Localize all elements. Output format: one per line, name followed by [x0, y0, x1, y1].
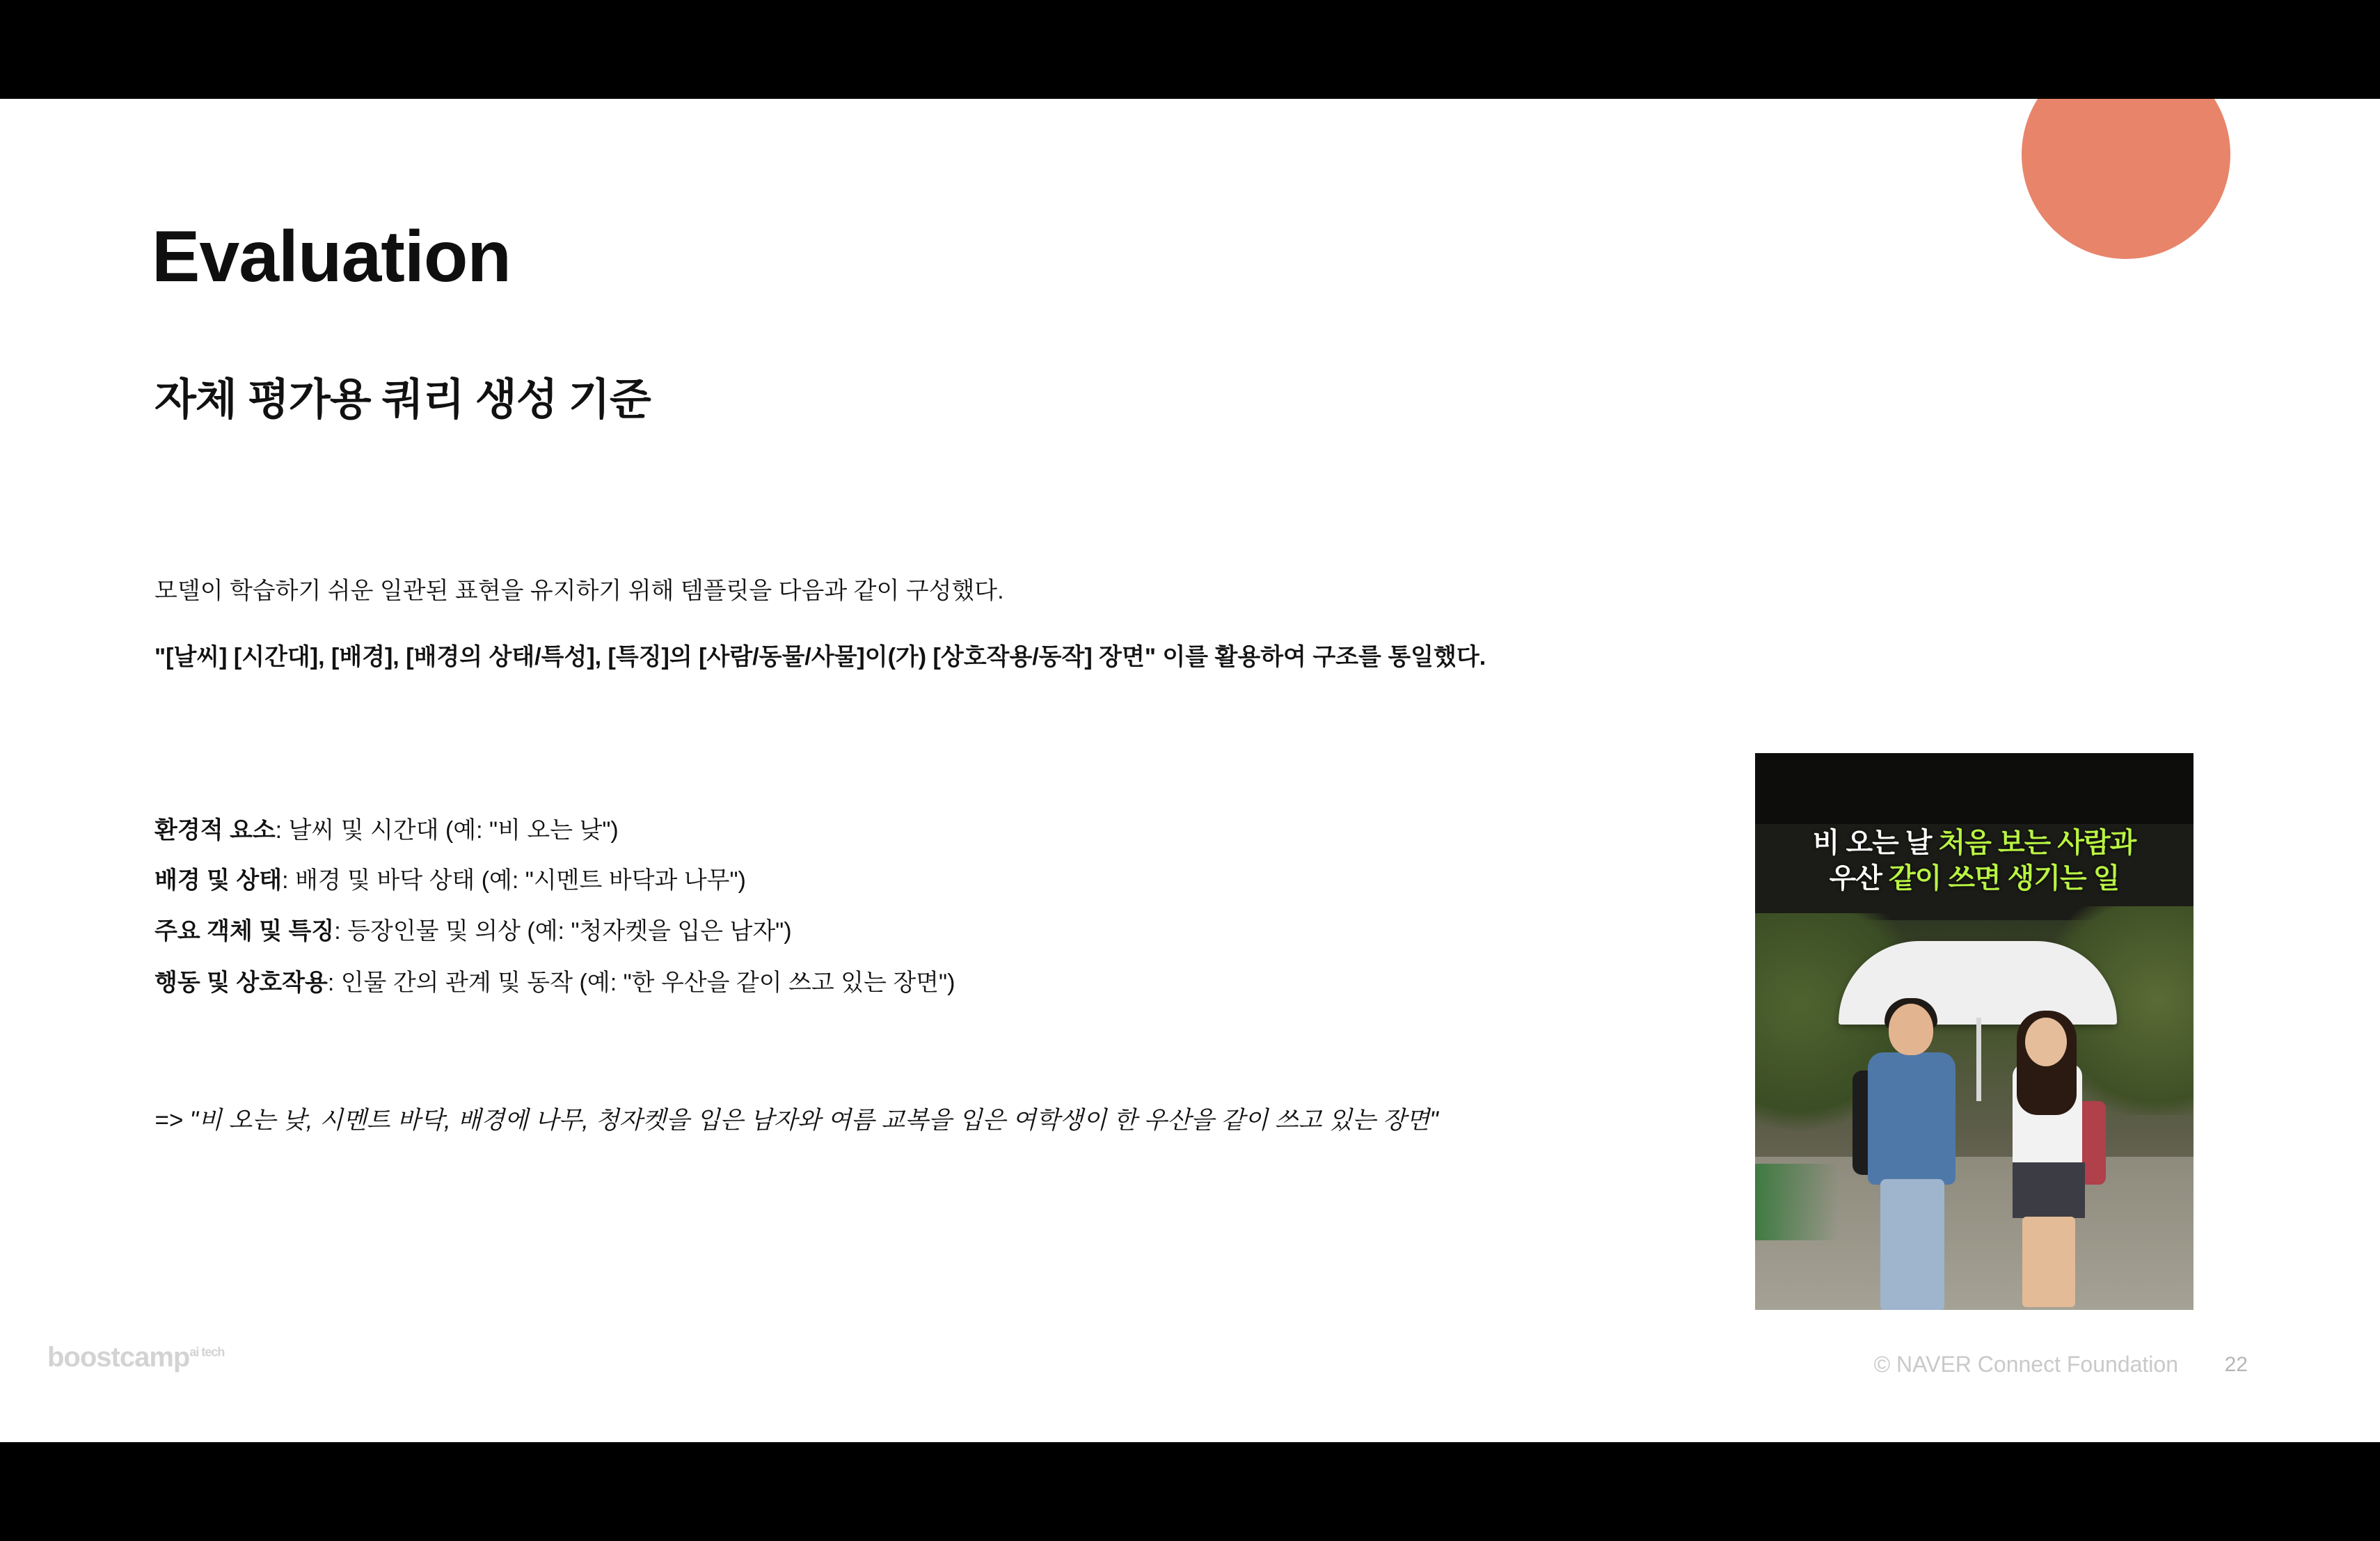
person-man [1853, 1004, 1978, 1310]
photo-caption-line-2 [1755, 861, 2193, 896]
boostcamp-logo [47, 1342, 224, 1373]
student-legs [2022, 1217, 2075, 1307]
caption-plain-1: 비 오는 날 [1812, 828, 1939, 858]
criteria-item [154, 861, 746, 895]
man-jeans [1880, 1179, 1944, 1310]
man-head [1889, 1004, 1933, 1055]
page-number: 22 [2224, 1353, 2248, 1376]
criteria-label: 배경 및 상태 [154, 867, 283, 894]
criteria-label: 환경적 요소 [154, 817, 276, 844]
criteria-value: : 인물 간의 관계 및 동작 (예: "한 우산을 같이 쓰고 있는 장면") [327, 970, 955, 996]
logo-text: boostcamp [47, 1342, 190, 1373]
criteria-value: : 날씨 및 시간대 (예: "비 오는 낮") [275, 817, 619, 844]
criteria-item [154, 963, 955, 997]
criteria-item [154, 811, 619, 845]
student-head [2025, 1018, 2067, 1066]
man-jacket [1868, 1052, 1955, 1185]
caption-highlight-1: 처음 보는 사람과 [1938, 828, 2136, 858]
intro-paragraph-line-1: 모델이 학습하기 쉬운 일관된 표현을 유지하기 위해 템플릿을 다음과 같이 구성했다. [154, 578, 1004, 604]
logo-superscript: ai tech [189, 1345, 225, 1359]
green-railing [1755, 1164, 1839, 1240]
photo-letterbox-top [1755, 753, 2193, 824]
intro-paragraph-line-2: "[날씨] [시간대], [배경], [배경의 상태/특성], [특징]의 [사람/동물/사물]이(가) [상호작용/동작] 장면" 이를 활용하여 구조를 통일했다. [154, 644, 1486, 670]
sample-photo [1755, 753, 2193, 1310]
photo-scene [1755, 920, 2193, 1310]
orange-circle-decoration [2022, 99, 2230, 259]
criteria-label: 행동 및 상호작용 [154, 970, 328, 996]
student-skirt [2013, 1162, 2085, 1218]
page-title: Evaluation [152, 216, 511, 297]
section-subtitle: 자체 평가용 쿼리 생성 기준 [154, 376, 651, 424]
person-student [1985, 1018, 2117, 1310]
caption-highlight-2: 같이 쓰면 생기는 일 [1888, 863, 2120, 894]
photo-caption [1755, 825, 2193, 896]
criteria-label: 주요 객체 및 특징 [154, 918, 335, 945]
example-result-text: => "비 오는 낮, 시멘트 바닥, 배경에 나무, 청자켓을 입은 남자와 여름 교복을 입은 여학생이 한 우산을 같이 쓰고 있는 장면" [154, 1107, 1438, 1134]
caption-plain-2: 우산 [1829, 863, 1889, 894]
footer-copyright: © NAVER Connect Foundation [1873, 1352, 2178, 1377]
photo-caption-line-1 [1755, 825, 2193, 861]
slide-canvas [0, 99, 2380, 1442]
criteria-value: : 배경 및 바닥 상태 (예: "시멘트 바닥과 나무") [282, 867, 746, 894]
criteria-value: : 등장인물 및 의상 (예: "청자켓을 입은 남자") [334, 918, 792, 945]
criteria-item [154, 912, 792, 946]
